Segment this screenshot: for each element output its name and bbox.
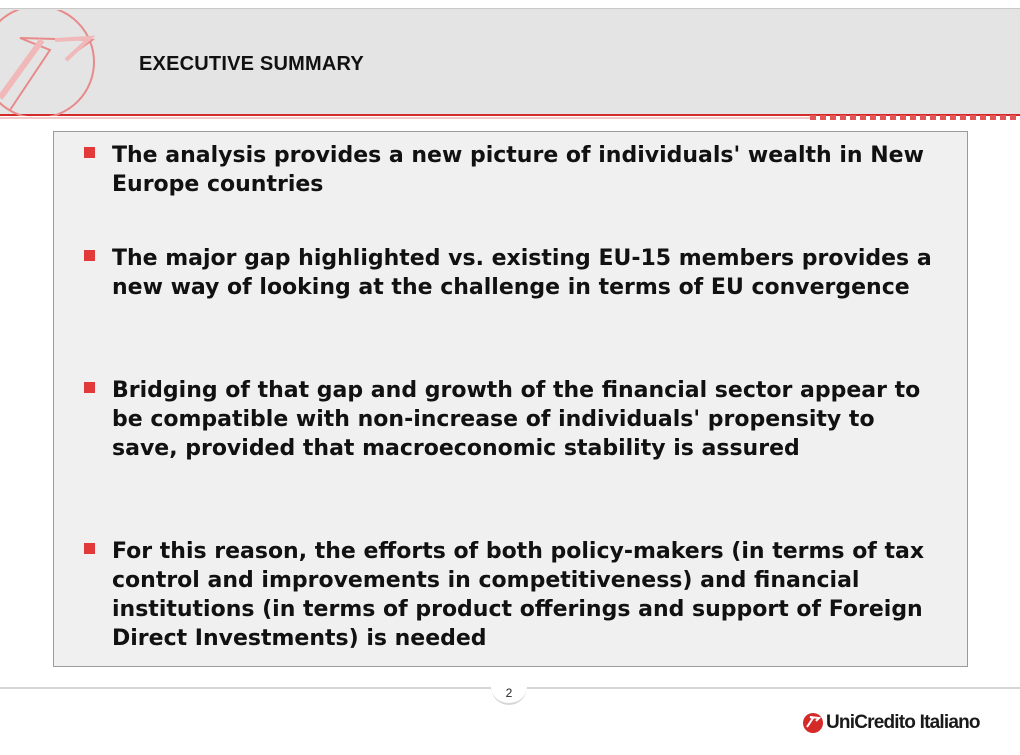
brand-name: UniCredito Italiano — [826, 712, 980, 733]
bullet-text: The analysis provides a new picture of individuals' wealth in New Europe countries — [112, 143, 924, 197]
summary-panel — [53, 131, 968, 667]
page-number: 2 — [505, 686, 513, 700]
bullet-text: For this reason, the efforts of both policy-makers (in terms of tax control and improvements in competitiveness) and financial institutions (in terms of product offerings and support of Foreign Direct Investments) is needed — [112, 539, 925, 651]
unicredito-swoosh-icon — [0, 10, 110, 116]
unicredito-logo-icon — [802, 712, 824, 734]
bullet-text: Bridging of that gap and growth of the financial sector appear to be compatible with non-increase of individuals' propensity to save, provided that macroeconomic stability is assured — [112, 378, 921, 461]
red-square-bullet-icon — [84, 147, 95, 158]
red-square-bullet-icon — [84, 250, 95, 261]
red-square-bullet-icon — [84, 382, 95, 393]
bullet-text: The major gap highlighted vs. existing EU-15 members provides a new way of looking at the challenge in terms of EU convergence — [112, 246, 932, 300]
header-shadow-line — [0, 117, 810, 119]
header-dashed-accent — [810, 115, 1020, 120]
page-number-tab — [491, 681, 527, 705]
page-title: EXECUTIVE SUMMARY — [139, 53, 364, 75]
red-square-bullet-icon — [84, 543, 95, 554]
